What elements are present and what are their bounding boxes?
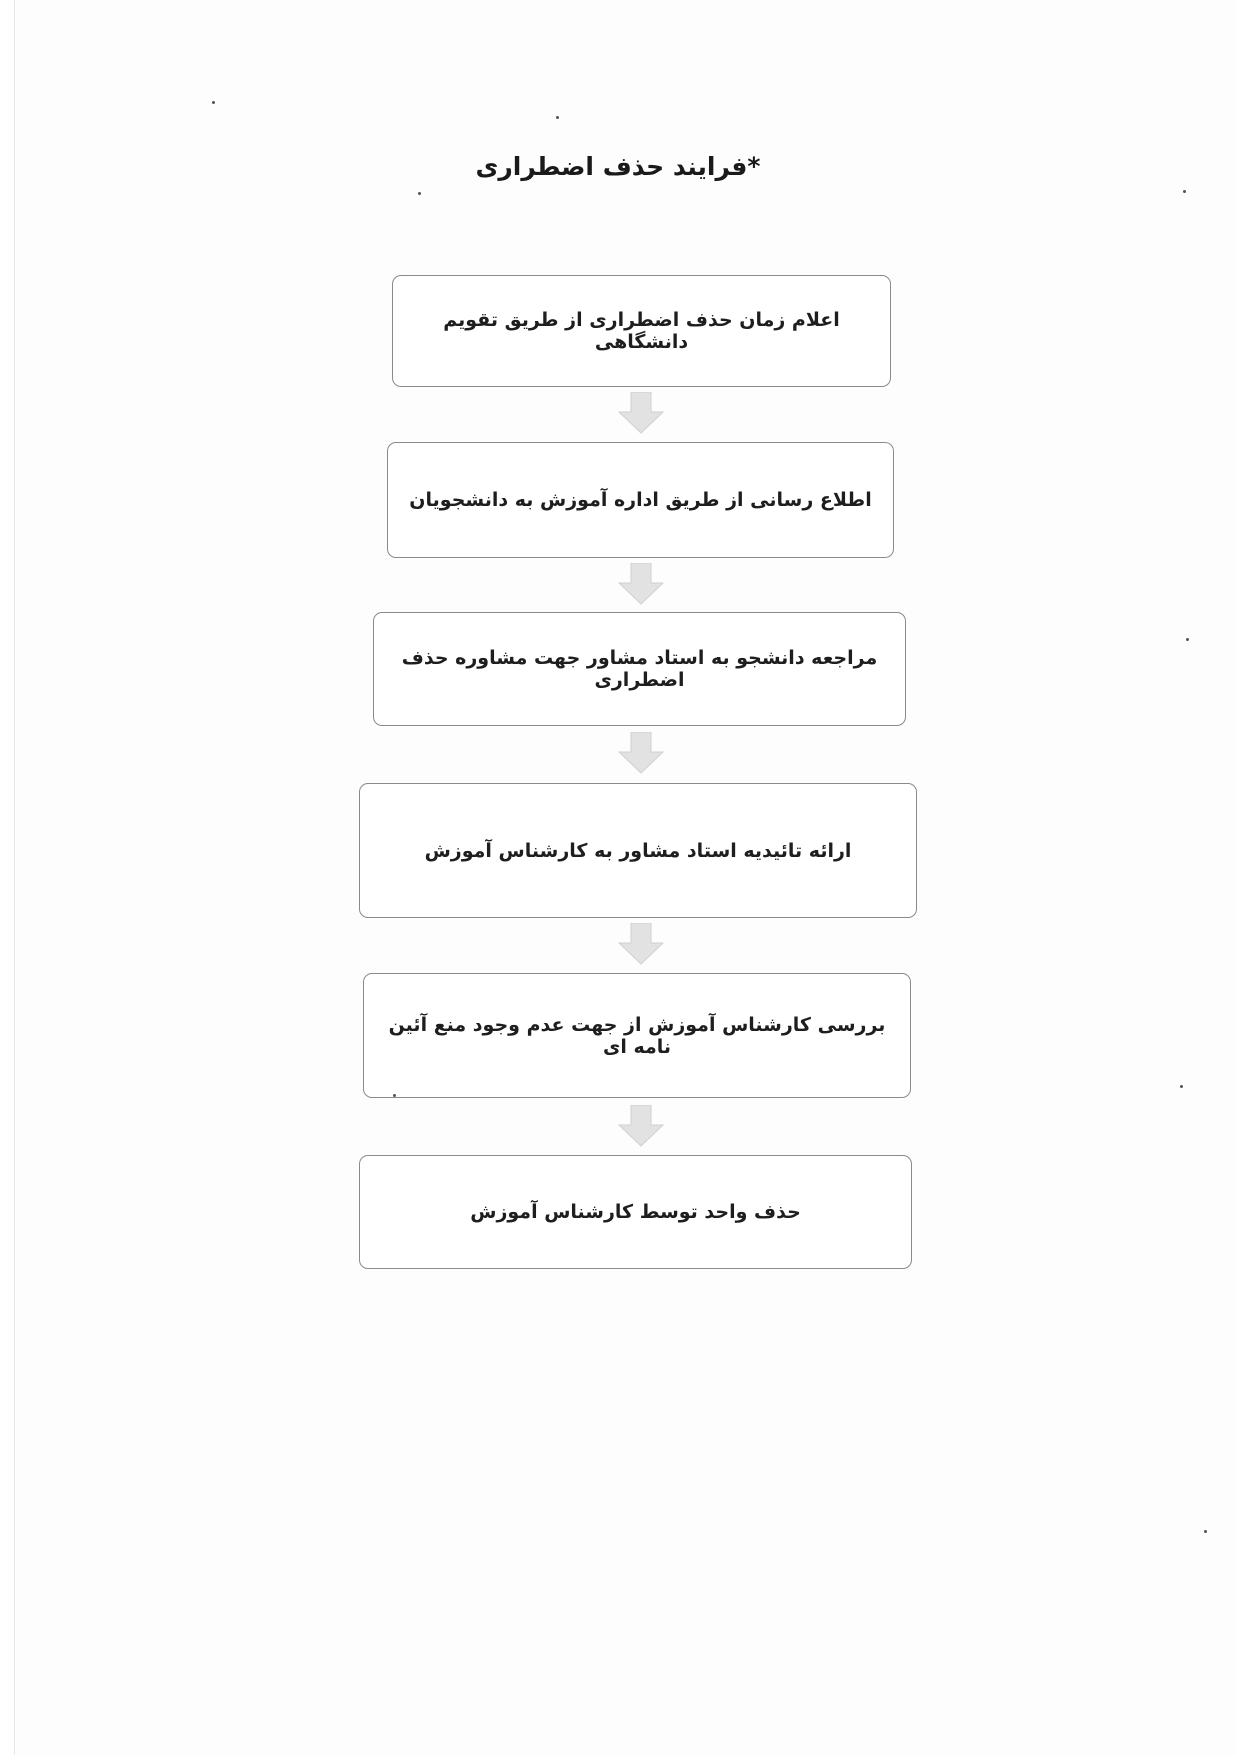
- scan-speck: [418, 192, 421, 195]
- step-5-label: بررسی کارشناس آموزش از جهت عدم وجود منع آئین نامه ای: [388, 1013, 886, 1058]
- step-3-box: [373, 612, 906, 726]
- step-1-box: [392, 275, 891, 387]
- down-arrow-icon: [618, 1105, 664, 1147]
- step-4-box: [359, 783, 917, 918]
- step-6-label: حذف واحد توسط کارشناس آموزش: [470, 1201, 801, 1223]
- step-4-label: ارائه تائیدیه استاد مشاور به کارشناس آموزش: [424, 839, 852, 862]
- step-2-box: [387, 442, 894, 558]
- scan-speck: [393, 1094, 396, 1097]
- down-arrow-icon: [618, 923, 664, 965]
- down-arrow-icon: [618, 392, 664, 434]
- page-title: *فرایند حذف اضطراری: [475, 152, 761, 181]
- down-arrow-icon: [618, 732, 664, 774]
- down-arrow-icon: [618, 563, 664, 605]
- scan-speck: [1180, 1085, 1183, 1088]
- step-1-label: اعلام زمان حذف اضطراری از طریق تقویم دانشگاهی: [443, 309, 840, 353]
- scan-speck: [556, 116, 559, 119]
- scan-speck: [1183, 190, 1186, 193]
- scan-speck: [1186, 638, 1189, 641]
- scan-speck: [212, 101, 215, 104]
- step-2-label: اطلاع رسانی از طریق اداره آموزش به دانشجویان: [409, 489, 872, 511]
- step-6-box: [359, 1155, 912, 1269]
- scan-speck: [1204, 1530, 1207, 1533]
- step-3-label: مراجعه دانشجو به استاد مشاور جهت مشاوره حذف اضطراری: [401, 647, 878, 691]
- step-5-box: [363, 973, 911, 1098]
